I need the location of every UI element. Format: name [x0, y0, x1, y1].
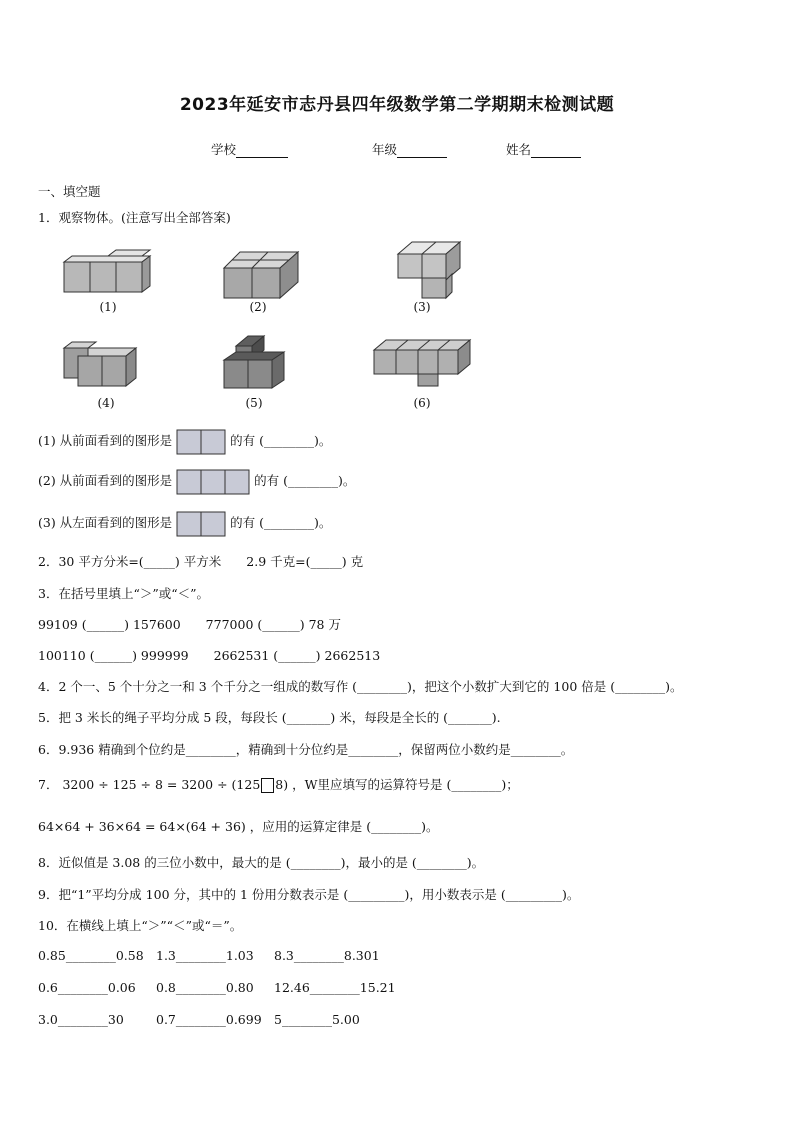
grade-field: [372, 140, 447, 158]
school-label: 学校: [211, 142, 237, 157]
question-7-expression-a: 3200 ÷ 125 ÷ 8 = 3200 ÷ (125: [62, 777, 261, 792]
question-7-line-2: [38, 817, 439, 835]
name-field: [506, 140, 581, 158]
compare-item: 8.3________8.301: [274, 948, 380, 963]
three-squares-icon: [176, 469, 250, 495]
question-7-line-1: [38, 775, 519, 793]
question-7-expression-b: 8): [275, 777, 289, 792]
compare-item: 0.6________0.06: [38, 980, 136, 995]
question-9: 9．把“1”平均分成 100 分，其中的 1 份用分数表示是 (_________)，用小数表示是 (_________)。: [38, 887, 580, 902]
question-10-row-3: [38, 1012, 360, 1027]
figure-5-cubes: [222, 334, 286, 390]
question-1-sub-3: [38, 510, 331, 537]
sub-2-prefix: (2) 从前面看到的图形是: [38, 473, 173, 488]
school-blank[interactable]: [236, 144, 288, 158]
page-title: 2023年延安市志丹县四年级数学第二学期期末检测试题: [179, 95, 615, 115]
figure-1-label: (1): [99, 300, 117, 314]
compare-item: 1.3________1.03: [156, 948, 254, 963]
compare-item: 3.0________30: [38, 1012, 124, 1027]
compare-item: 0.85________0.58: [38, 948, 144, 963]
school-field: [211, 140, 288, 158]
sub-1-suffix: 的有 (________)。: [230, 433, 332, 448]
sub-1-prefix: (1) 从前面看到的图形是: [38, 433, 173, 448]
compare-item: 0.7________0.699: [156, 1012, 262, 1027]
question-1-sub-2: [38, 468, 355, 495]
question-5: 5．把 3 米长的绳子平均分成 5 段，每段长 (_______) 米，每段是全长的 (_______).: [38, 710, 501, 725]
operator-box[interactable]: [261, 778, 274, 793]
question-3-stem: 3．在括号里填上“＞”或“＜”。: [38, 586, 210, 601]
two-squares-icon: [176, 429, 226, 455]
figure-2-cubes: [222, 248, 302, 300]
question-7-text-1: ，W里应填写的运算符号是 (________)；: [292, 777, 519, 792]
figure-3-cubes: [396, 240, 462, 300]
grade-blank[interactable]: [397, 144, 447, 158]
two-squares-left-icon: [176, 511, 226, 537]
grade-label: 年级: [372, 142, 398, 157]
figure-4-cubes: [60, 340, 140, 390]
figure-2-label: (2): [249, 300, 267, 314]
figure-6-cubes: [372, 338, 472, 388]
compare-item: 0.8________0.80: [156, 980, 254, 995]
question-6: 6．9.936 精确到个位约是________，精确到十分位约是________，保留两位小数约是________。: [38, 742, 574, 757]
figure-5-label: (5): [245, 396, 263, 410]
question-1-stem: 1．观察物体。(注意写出全部答案): [38, 210, 231, 225]
question-10-stem: 10．在横线上填上“＞”“＜”或“＝”。: [38, 918, 243, 933]
sub-3-suffix: 的有 (________)。: [230, 515, 332, 530]
name-blank[interactable]: [531, 144, 581, 158]
question-10-row-2: [38, 980, 396, 995]
question-7-text-2: ，应用的运算定律是 (________)。: [249, 819, 439, 834]
question-1-sub-1: [38, 428, 331, 455]
question-2: 2．30 平方分米=(_____) 平方米 2.9 千克=(_____) 克: [38, 554, 364, 569]
compare-item: 12.46________15.21: [274, 980, 396, 995]
sub-2-suffix: 的有 (________)。: [254, 473, 356, 488]
section-heading: 一、填空题: [38, 184, 101, 199]
compare-item: 5________5.00: [274, 1012, 360, 1027]
question-3-row-1: 99109 (______) 157600 777000 (______) 78 万: [38, 617, 341, 632]
figure-6-label: (6): [413, 396, 431, 410]
question-7-expression-2: 64×64 + 36×64 = 64×(64 + 36): [38, 819, 246, 834]
question-3-row-2: 100110 (______) 999999 2662531 (______) 2662513: [38, 648, 381, 663]
figure-4-label: (4): [97, 396, 115, 410]
figure-3-label: (3): [413, 300, 431, 314]
question-10-row-1: [38, 948, 380, 963]
question-8: 8．近似值是 3.08 的三位小数中，最大的是 (________)，最小的是 (________)。: [38, 855, 485, 870]
question-7-number: 7．: [38, 777, 59, 792]
name-label: 姓名: [506, 142, 532, 157]
figure-1-cubes: [62, 248, 154, 298]
sub-3-prefix: (3) 从左面看到的图形是: [38, 515, 173, 530]
question-4: 4．2 个一、5 个十分之一和 3 个千分之一组成的数写作 (________)，把这个小数扩大到它的 100 倍是 (________)。: [38, 679, 683, 694]
